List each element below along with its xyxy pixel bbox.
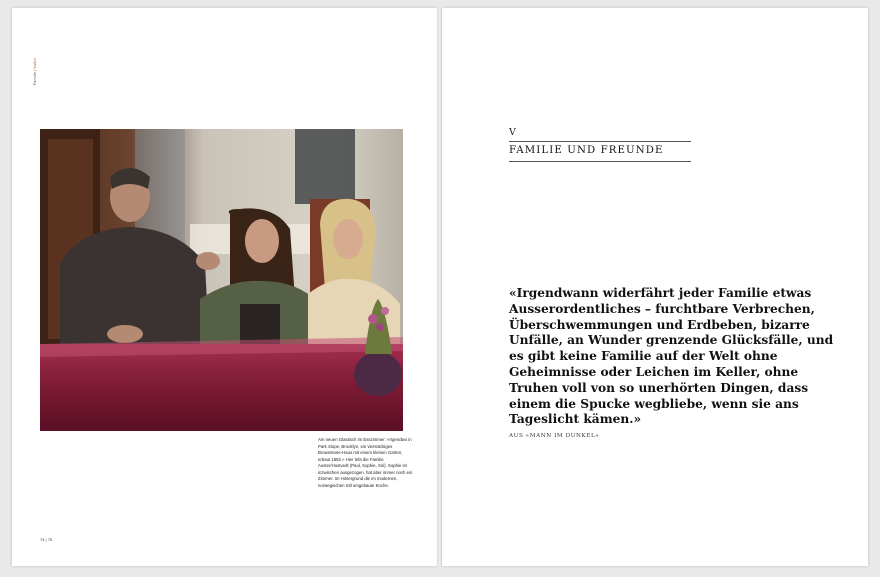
pull-quote: «Irgendwann widerfährt jeder Familie etwas Ausserordentliches – furchtbare Verbrechen, Überschwemmungen und Erdbeben, bizarre Unfälle, an Wunder grenzende Glücksfälle, und es gibt keine Familie auf der Welt ohne Geheimnisse oder Leichen im Keller, ohne Truhen voll von so unerhörten Dingen, dass einem die Spucke wegbliebe, wenn sie ans Tageslicht kämen.» [509,286,834,427]
quote-source: AUS «MANN IM DUNKEL» [509,433,600,439]
running-head-separator: | [33,69,37,71]
left-page [12,8,437,566]
page-folio: 74 | 75 [40,537,53,542]
running-head-tag: Kultur [33,57,37,69]
running-head [33,58,37,85]
chapter-number: V [509,127,516,138]
chapter-rule-bottom [509,161,691,162]
running-head-section: Familie [33,72,37,85]
family-photo [40,129,403,431]
photo-caption: Am neuen Glastisch im Esszimmer: «Irgendwo in Park Slope, Brooklyn, ein vierstöckiges Brownstone-Haus mit einem kleinen Garten, erbaut 1892.» Hier lebt die Familie Auster/Hustvedt (Paul, Sophie, Siri). Sophie ist inzwischen ausgezogen, hat aber immer noch ein Zimmer. Im Hintergrund die im modernen, norwegischen Stil umgebaute Küche. [318,437,413,488]
right-page [442,8,868,566]
chapter-rule-top [509,141,691,142]
chapter-title: FAMILIE UND FREUNDE [509,145,664,156]
